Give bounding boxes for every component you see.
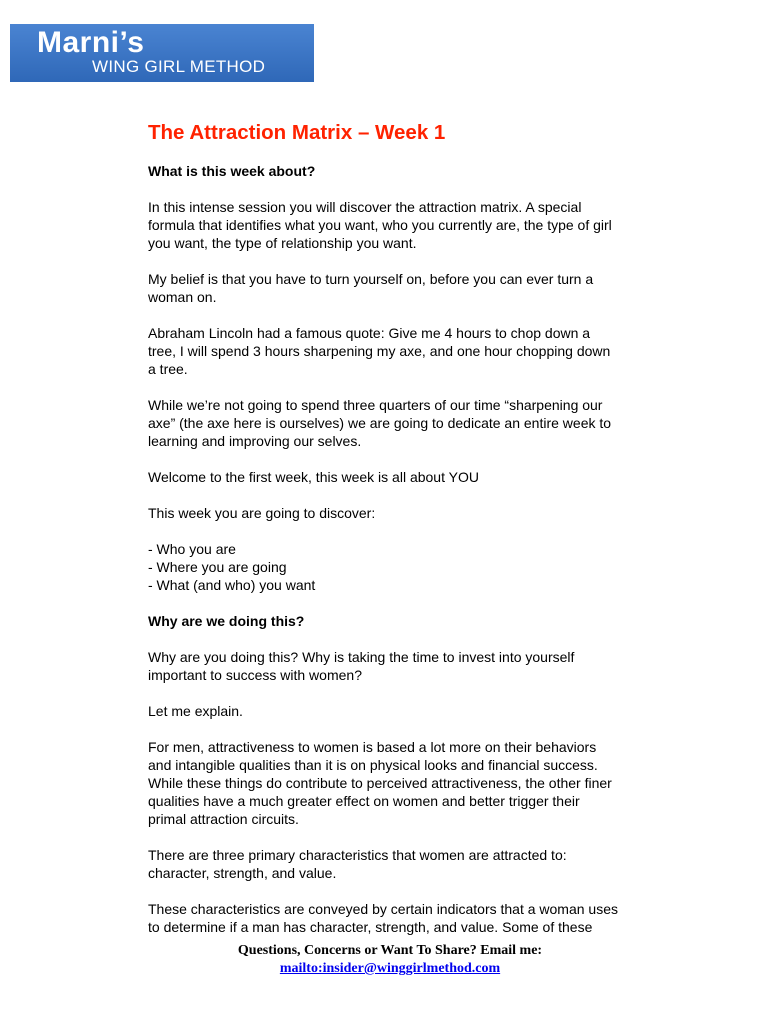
paragraph-line: character, strength, and value. xyxy=(148,865,337,881)
paragraph-line: important to success with women? xyxy=(148,667,362,683)
paragraph-characteristics xyxy=(148,846,668,882)
paragraph-line: There are three primary characteristics that women are attracted to: xyxy=(148,847,567,863)
paragraph-line: Why are you doing this? Why is taking the time to invest into yourself xyxy=(148,649,575,665)
logo-main-text: Marni’s xyxy=(37,26,145,59)
paragraph-line: Abraham Lincoln had a famous quote: Give me 4 hours to chop down a xyxy=(148,325,591,341)
list-item: - Where you are going xyxy=(148,559,287,575)
paragraph-explain: Let me explain. xyxy=(148,703,243,719)
list-item: - Who you are xyxy=(148,541,236,557)
paragraph-lincoln-quote xyxy=(148,324,668,378)
document-body xyxy=(148,120,668,936)
discover-list xyxy=(148,540,668,594)
section-heading-week-about: What is this week about? xyxy=(148,163,316,179)
paragraph-line: These characteristics are conveyed by certain indicators that a woman uses xyxy=(148,901,619,917)
paragraph-why xyxy=(148,648,668,684)
brand-logo xyxy=(10,24,314,82)
document-title: The Attraction Matrix – Week 1 xyxy=(148,121,446,144)
paragraph-line: to determine if a man has character, strength, and value. Some of these xyxy=(148,919,593,935)
paragraph-line: In this intense session you will discover the attraction matrix. A special xyxy=(148,199,582,215)
paragraph-line: woman on. xyxy=(148,289,217,305)
paragraph-line: you want, the type of relationship you want. xyxy=(148,235,417,251)
footer-email-link[interactable]: mailto:insider@winggirlmethod.com xyxy=(279,961,501,976)
paragraph-belief xyxy=(148,270,668,306)
paragraph-sharpening xyxy=(148,396,668,450)
list-item: - What (and who) you want xyxy=(148,577,316,593)
paragraph-intro xyxy=(148,198,668,252)
paragraph-line: tree, I will spend 3 hours sharpening my axe, and one hour chopping down xyxy=(148,343,611,359)
paragraph-line: qualities have a much greater effect on women and better trigger their xyxy=(148,793,580,809)
paragraph-discover: This week you are going to discover: xyxy=(148,505,376,521)
paragraph-line: My belief is that you have to turn yourself on, before you can ever turn a xyxy=(148,271,594,287)
paragraph-line: formula that identifies what you want, who you currently are, the type of girl xyxy=(148,217,612,233)
paragraph-line: axe” (the axe here is ourselves) we are going to dedicate an entire week to xyxy=(148,415,612,431)
paragraph-line: For men, attractiveness to women is based a lot more on their behaviors xyxy=(148,739,597,755)
paragraph-attractiveness xyxy=(148,738,668,828)
paragraph-line: learning and improving our selves. xyxy=(148,433,362,449)
logo-sub-text: WING GIRL METHOD xyxy=(92,57,266,76)
paragraph-line: primal attraction circuits. xyxy=(148,811,299,827)
section-heading-why: Why are we doing this? xyxy=(148,613,305,629)
paragraph-line: and intangible qualities than it is on physical looks and financial success. xyxy=(148,757,598,773)
paragraph-line: While we’re not going to spend three quarters of our time “sharpening our xyxy=(148,397,603,413)
paragraph-line: a tree. xyxy=(148,361,188,377)
footer-contact-text: Questions, Concerns or Want To Share? Email me: xyxy=(237,943,543,958)
paragraph-indicators xyxy=(148,900,668,936)
paragraph-line: While these things do contribute to perceived attractiveness, the other finer xyxy=(148,775,612,791)
paragraph-welcome: Welcome to the first week, this week is all about YOU xyxy=(148,469,479,485)
